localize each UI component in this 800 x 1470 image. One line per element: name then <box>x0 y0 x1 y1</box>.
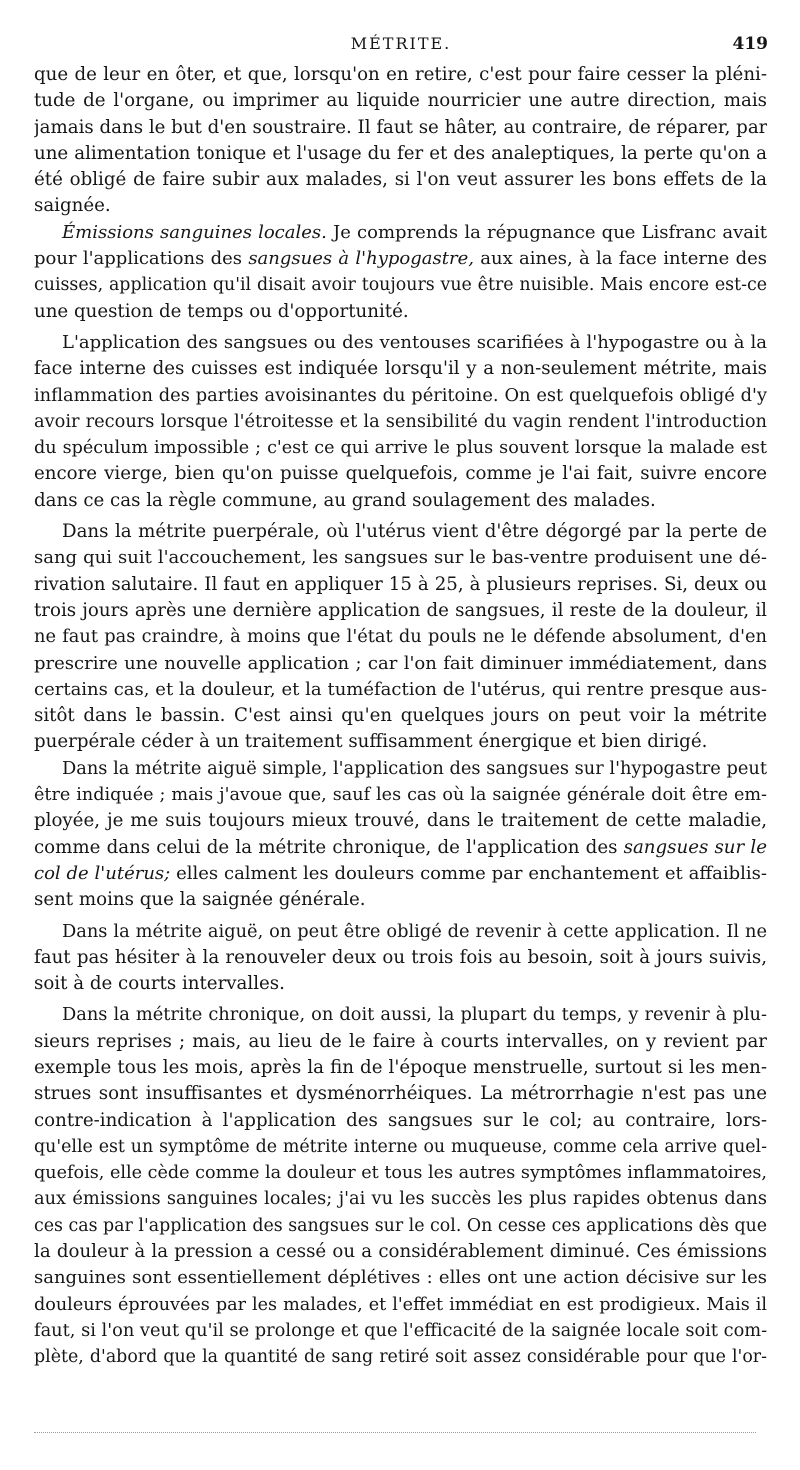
text-line <box>34 729 767 755</box>
text-line <box>34 88 767 114</box>
body-text <box>34 62 767 1371</box>
text-segment: une alimentation tonique et l'usage du fer et des analeptiques, la perte qu'on a <box>34 142 767 164</box>
text-line <box>34 193 767 219</box>
text-segment: inflammation des parties avoisinantes du péritoine. On est quelquefois obligé d'y <box>34 384 767 406</box>
italic-phrase: sangsues sur le <box>623 836 767 858</box>
text-line <box>34 488 767 514</box>
text-segment: L'application des sangsues ou des ventouses scarifiées à l'hypogastre ou à la <box>62 331 767 353</box>
text-segment: sanguines sont essentiellement déplétives : elles ont une action décisive sur les <box>34 1267 767 1289</box>
footer-dotted-rule <box>34 1432 756 1433</box>
text-line <box>34 1186 767 1212</box>
text-segment: Dans la métrite aiguë, on peut être obligé de revenir à cette application. Il ne <box>62 920 767 942</box>
text-segment: Dans la métrite puerpérale, où l'utérus vient d'être dégorgé par la perte de <box>62 521 767 543</box>
text-line <box>34 808 767 834</box>
text-line <box>34 1081 767 1107</box>
text-line <box>34 330 767 356</box>
italic-phrase: Émissions sanguines locales. <box>62 221 327 243</box>
text-segment: face interne des cuisses est indiquée lorsqu'il y a non-seulement métrite, mais <box>34 358 767 380</box>
text-segment: soit à de courts intervalles. <box>34 973 285 995</box>
text-segment: ces cas par l'application des sangsues sur le col. On cesse ces applications dès que <box>34 1215 767 1236</box>
text-segment: douleurs éprouvées par les malades, et l'effet immédiat en est prodigieux. Mais il <box>34 1294 767 1315</box>
text-segment: Dans la métrite aiguë simple, l'application des sangsues sur l'hypogastre peut <box>62 757 767 779</box>
text-segment: une question de temps ou d'opportunité. <box>34 300 409 322</box>
text-segment: aux émissions sanguines locales; j'ai vu les succès les plus rapides obtenus dans <box>34 1188 767 1210</box>
text-segment: avoir recours lorsque l'étroitesse et la sensibilité du vagin rendent l'introduction <box>34 410 767 432</box>
page-number: 419 <box>732 34 768 54</box>
italic-phrase: col de l'utérus; <box>34 862 171 884</box>
text-line <box>34 62 767 88</box>
text-line <box>34 677 767 703</box>
text-line <box>34 1213 767 1239</box>
text-line <box>34 141 767 167</box>
text-segment: ne faut pas craindre, à moins que l'état du pouls ne le défende absolument, d'en <box>34 626 767 648</box>
text-line <box>34 115 767 141</box>
text-line <box>34 1265 767 1291</box>
text-line <box>34 1134 767 1160</box>
text-segment: puerpérale céder à un traitement suffisamment énergique et bien dirigé. <box>34 731 708 753</box>
text-segment: saignée. <box>34 195 111 217</box>
text-segment: sitôt dans le bassin. C'est ainsi qu'en quelques jours on peut voir la métrite <box>34 705 767 727</box>
text-line <box>34 435 767 461</box>
text-segment: prescrire une nouvelle application ; car l'on fait diminuer immédiatement, dans <box>34 652 767 674</box>
text-segment: encore vierge, bien qu'on puisse quelquefois, comme je l'ai fait, suivre encore <box>34 463 767 485</box>
text-line <box>34 246 767 272</box>
text-line <box>34 756 767 782</box>
page-header <box>34 32 768 58</box>
text-segment: aux aines, à la face interne des <box>473 248 767 270</box>
text-line <box>34 651 767 677</box>
text-segment: pour l'applications des <box>34 248 249 270</box>
text-line <box>34 624 767 650</box>
text-line <box>34 272 767 298</box>
text-line <box>34 1160 767 1186</box>
text-line <box>34 919 767 945</box>
text-line <box>34 1055 767 1081</box>
text-segment: qu'elle est un symptôme de métrite interne ou muqueuse, comme cela arrive quel- <box>34 1136 767 1157</box>
text-line <box>34 782 767 808</box>
text-line <box>34 409 767 435</box>
text-segment: être indiquée ; mais j'avoue que, sauf les cas où la saignée générale doit être em- <box>34 785 767 806</box>
text-segment: contre-indication à l'application des sangsues sur le col; au contraire, lors- <box>34 1109 767 1131</box>
text-segment: comme dans celui de la métrite chronique, de l'application des <box>34 836 624 858</box>
text-line <box>34 572 767 598</box>
text-segment: la douleur à la pression a cessé ou a considérablement diminué. Ces émissions <box>34 1241 767 1263</box>
text-segment: faut pas hésiter à la renouveler deux ou trois fois au besoin, soit à jours suivis, <box>34 946 767 968</box>
text-line <box>34 971 767 997</box>
text-segment: rivation salutaire. Il faut en appliquer 15 à 25, à plusieurs reprises. Si, deux ou <box>34 573 767 595</box>
text-line <box>34 220 767 246</box>
text-line <box>34 167 767 193</box>
text-segment: sieurs reprises ; mais, au lieu de le faire à courts intervalles, on y revient par <box>34 1030 767 1052</box>
text-line <box>34 383 767 409</box>
text-segment: dans ce cas la règle commune, au grand soulagement des malades. <box>34 489 656 511</box>
text-segment: elles calment les douleurs comme par enchantement et affaiblis- <box>170 862 767 884</box>
text-segment: Dans la métrite chronique, on doit aussi, la plupart du temps, y revenir à plu- <box>62 1004 767 1026</box>
text-segment: faut, si l'on veut qu'il se prolonge et que l'efficacité de la saignée locale soit com- <box>34 1319 767 1341</box>
text-line <box>34 945 767 971</box>
italic-phrase: sangsues à l'hypogastre, <box>248 248 474 270</box>
text-segment: cuisses, application qu'il disait avoir toujours vue être nuisible. Mais encore est-ce <box>34 275 767 296</box>
running-title: MÉTRITE. <box>350 34 452 53</box>
text-segment: été obligé de faire subir aux malades, si l'on veut assurer les bons effets de la <box>34 169 767 191</box>
text-segment: exemple tous les mois, après la fin de l'époque menstruelle, surtout si les men- <box>34 1056 767 1078</box>
text-line <box>34 545 767 571</box>
text-segment: jamais dans le but d'en soustraire. Il faut se hâter, au contraire, de réparer, par <box>34 116 767 138</box>
text-line <box>34 356 767 382</box>
text-segment: strues sont insuffisantes et dysménorrhéiques. La métrorrhagie n'est pas une <box>34 1083 767 1105</box>
text-segment: du spéculum impossible ; c'est ce qui arrive le plus souvent lorsque la malade est <box>34 438 767 459</box>
text-segment: sent moins que la saignée générale. <box>34 889 366 911</box>
text-segment: certains cas, et la douleur, et la tuméfaction de l'utérus, qui rentre presque aus- <box>34 678 767 700</box>
text-line <box>34 1318 767 1344</box>
text-line <box>34 1029 767 1055</box>
text-line <box>34 598 767 624</box>
text-line <box>34 1108 767 1134</box>
text-segment: plète, d'abord que la quantité de sang retiré soit assez considérable pour que l'or- <box>34 1347 767 1368</box>
text-segment: tude de l'organe, ou imprimer au liquide nourricier une autre direction, mais <box>34 90 767 112</box>
text-line <box>34 1002 767 1028</box>
text-segment: quefois, elle cède comme la douleur et tous les autres symptômes inflammatoires, <box>34 1163 767 1184</box>
text-segment: Je comprends la répugnance que Lisfranc avait <box>326 221 767 243</box>
text-line <box>34 861 767 887</box>
text-line <box>34 519 767 545</box>
text-segment: ployée, je me suis toujours mieux trouvé, dans le traitement de cette maladie, <box>34 810 767 832</box>
text-line <box>34 835 767 861</box>
text-line <box>34 1292 767 1318</box>
text-line <box>34 887 767 913</box>
text-segment: trois jours après une dernière application de sangsues, il reste de la douleur, il <box>34 599 767 621</box>
text-segment: que de leur en ôter, et que, lorsqu'on en retire, c'est pour faire cesser la pléni- <box>34 64 767 85</box>
text-line <box>34 703 767 729</box>
text-segment: sang qui suit l'accouchement, les sangsues sur le bas-ventre produisent une dé- <box>34 547 767 569</box>
text-line <box>34 1239 767 1265</box>
text-line <box>34 299 767 325</box>
text-line <box>34 1344 767 1370</box>
text-line <box>34 461 767 487</box>
